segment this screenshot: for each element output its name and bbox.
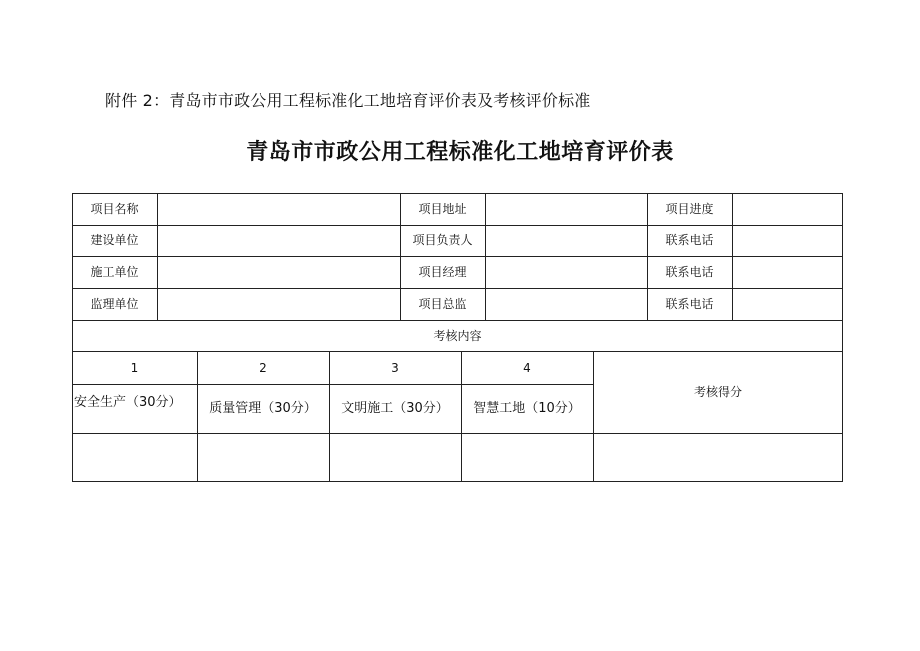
label-project-leader: 项目负责人 bbox=[412, 233, 473, 247]
score-header: 考核得分 bbox=[693, 385, 742, 399]
label-chief-supervisor: 项目总监 bbox=[418, 297, 467, 311]
item-smart-site: 智慧工地（10分） bbox=[473, 401, 581, 416]
label-contact-phone-2: 联系电话 bbox=[665, 265, 714, 279]
label-construction-unit: 建设单位 bbox=[90, 233, 139, 247]
label-project-progress: 项目进度 bbox=[665, 202, 714, 216]
label-supervision-unit: 监理单位 bbox=[90, 297, 139, 311]
label-contractor: 施工单位 bbox=[90, 265, 139, 279]
col-number-3: 3 bbox=[391, 361, 399, 375]
item-safety-production: 安全生产（30分） bbox=[74, 395, 182, 410]
label-contact-phone-1: 联系电话 bbox=[665, 233, 714, 247]
label-project-address: 项目地址 bbox=[418, 202, 467, 216]
form-title: 青岛市市政公用工程标准化工地培育评价表 bbox=[246, 140, 674, 165]
item-quality-management: 质量管理（30分） bbox=[209, 401, 317, 416]
assessment-content-header: 考核内容 bbox=[433, 329, 482, 343]
evaluation-table bbox=[72, 193, 843, 482]
label-project-name: 项目名称 bbox=[90, 202, 139, 216]
item-civilized-construction: 文明施工（30分） bbox=[341, 401, 449, 416]
label-project-manager: 项目经理 bbox=[418, 265, 467, 279]
attachment-title: 附件 2：青岛市市政公用工程标准化工地培育评价表及考核评价标准 bbox=[105, 91, 591, 110]
col-number-2: 2 bbox=[259, 361, 267, 375]
col-number-1: 1 bbox=[130, 361, 139, 375]
col-number-4: 4 bbox=[523, 361, 531, 375]
label-contact-phone-3: 联系电话 bbox=[665, 297, 714, 311]
